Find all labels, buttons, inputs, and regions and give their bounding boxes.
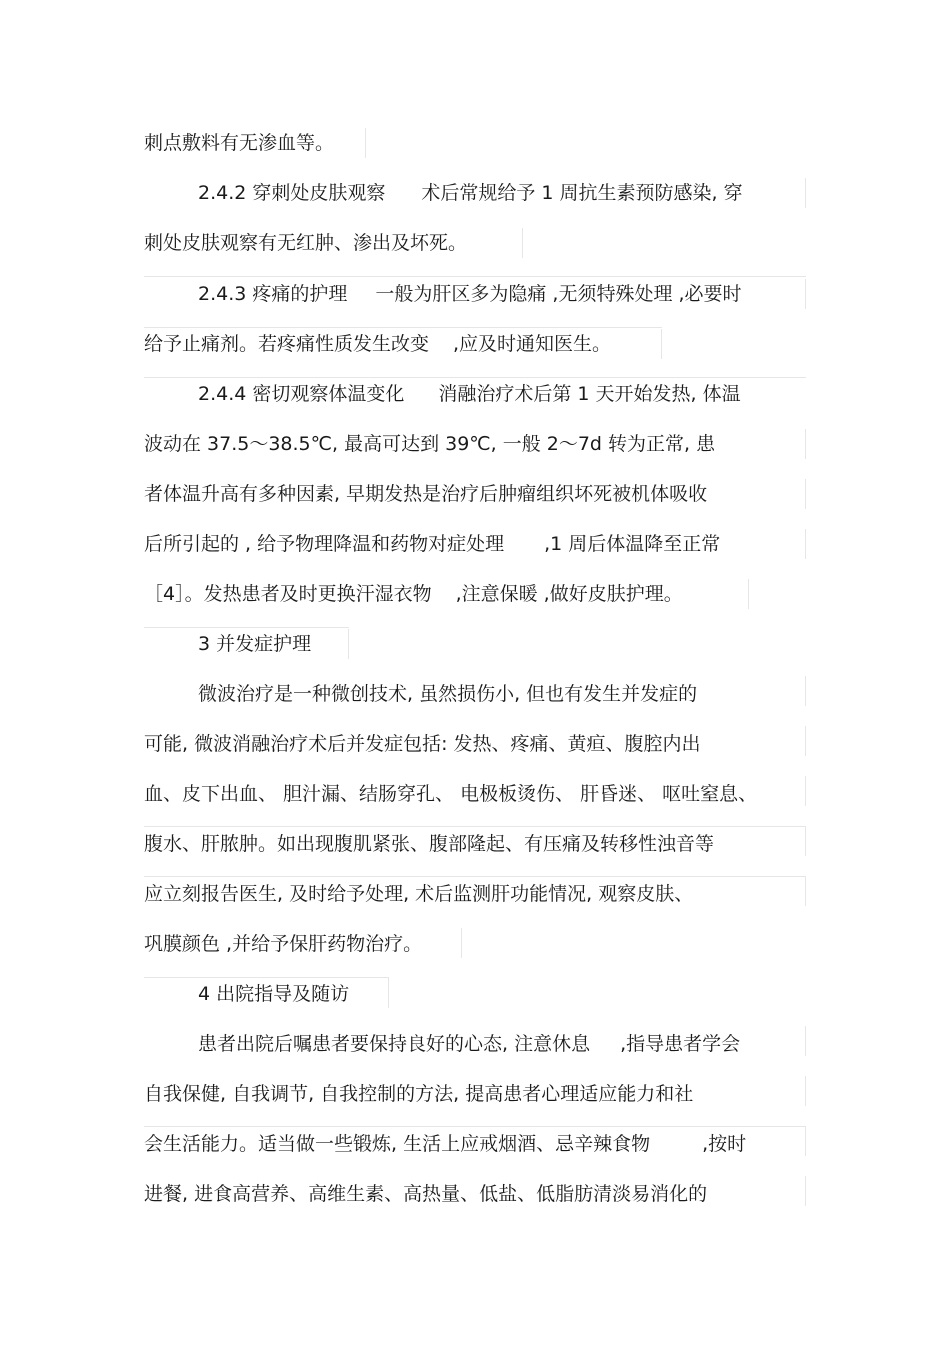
text-line <box>144 732 701 756</box>
text-segment: 巩膜颜色 ,并给予保肝药物治疗。 <box>144 933 423 955</box>
divider <box>805 1076 806 1106</box>
text-line <box>144 231 467 255</box>
divider <box>144 377 806 378</box>
divider <box>805 726 806 756</box>
divider <box>144 327 662 328</box>
text-segment: ,1 周后体温降至正常 <box>544 533 721 555</box>
text-line <box>144 832 714 856</box>
divider <box>805 479 806 509</box>
section-heading-2-4-3 <box>198 282 742 306</box>
text-line <box>144 782 757 806</box>
text-segment: 者体温升高有多种因素, 早期发热是治疗后肿瘤组织坏死被机体吸收 <box>144 483 708 505</box>
divider <box>805 1126 806 1156</box>
text-line <box>144 131 334 155</box>
text-segment: 4 出院指导及随访 <box>198 983 350 1005</box>
text-line <box>144 1132 746 1156</box>
section-heading-2-4-4 <box>198 382 741 406</box>
text-segment: 波动在 37.5～38.5℃, 最高可达到 39℃, 一般 2～7d 转为正常, 患 <box>144 433 716 455</box>
text-line <box>144 582 683 606</box>
text-line <box>144 532 720 556</box>
divider <box>805 676 806 706</box>
text-segment: 术后常规给予 1 周抗生素预防感染, 穿 <box>421 182 743 204</box>
text-line <box>144 932 422 956</box>
divider <box>144 276 806 277</box>
divider <box>388 978 389 1008</box>
divider <box>805 876 806 906</box>
text-segment: 可能, 微波消融治疗术后并发症包括: 发热、疼痛、黄疸、腹腔内出 <box>144 733 701 755</box>
text-segment: 3 并发症护理 <box>198 633 312 655</box>
divider <box>805 1176 806 1206</box>
text-segment: 应立刻报告医生, 及时给予处理, 术后监测肝功能情况, 观察皮肤、 <box>144 883 694 905</box>
text-segment: 进餐, 进食高营养、高维生素、高热量、低盐、低脂肪清淡易消化的 <box>144 1183 708 1205</box>
text-segment: 微波治疗是一种微创技术, 虽然损伤小, 但也有发生并发症的 <box>198 683 698 705</box>
section-heading-2-4-2 <box>198 181 743 205</box>
section-heading-4 <box>198 982 349 1006</box>
text-segment: 2.4.2 穿刺处皮肤观察 <box>198 182 386 204</box>
text-segment: 2.4.3 疼痛的护理 <box>198 283 348 305</box>
text-segment: 腹水、肝脓肿。如出现腹肌紧张、腹部隆起、有压痛及转移性浊音等 <box>144 833 715 855</box>
divider <box>805 279 806 309</box>
divider <box>805 429 806 459</box>
text-segment: 刺处皮肤观察有无红肿、渗出及坏死。 <box>144 232 468 254</box>
divider <box>144 826 806 827</box>
text-segment: 一般为肝区多为隐痛 ,无须特殊处理 ,必要时 <box>375 283 742 305</box>
text-segment: ,注意保暖 ,做好皮肤护理。 <box>455 583 683 605</box>
text-segment: 2.4.4 密切观察体温变化 <box>198 383 405 405</box>
text-line <box>198 682 697 706</box>
divider <box>748 579 749 609</box>
text-segment: 自我保健, 自我调节, 自我控制的方法, 提高患者心理适应能力和社 <box>144 1083 694 1105</box>
divider <box>805 178 806 208</box>
text-segment: ,按时 <box>702 1133 747 1155</box>
divider <box>661 329 662 359</box>
divider <box>348 629 349 659</box>
text-line <box>144 482 707 506</box>
divider <box>805 1026 806 1056</box>
divider <box>805 826 806 856</box>
text-line <box>144 1182 707 1206</box>
text-line <box>144 1082 693 1106</box>
divider <box>522 228 523 258</box>
text-segment: 后所引起的 , 给予物理降温和药物对症处理 <box>144 533 505 555</box>
text-segment: ,指导患者学会 <box>620 1033 741 1055</box>
text-segment: 血、皮下出血、 胆汁漏、结肠穿孔、 电极板烫伤、 肝昏迷、 呕吐窒息、 <box>144 783 758 805</box>
text-segment: 患者出院后嘱患者要保持良好的心态, 注意休息 <box>198 1033 591 1055</box>
text-segment: 给予止痛剂。若疼痛性质发生改变 <box>144 333 430 355</box>
divider <box>144 1126 806 1127</box>
text-segment: ［4］。发热患者及时更换汗湿衣物 <box>144 583 432 605</box>
text-line <box>144 432 715 456</box>
text-line <box>198 1032 740 1056</box>
text-segment: 会生活能力。适当做一些锻炼, 生活上应戒烟酒、忌辛辣食物 <box>144 1133 651 1155</box>
divider <box>365 128 366 158</box>
divider <box>805 529 806 559</box>
text-segment: 消融治疗术后第 1 天开始发热, 体温 <box>438 383 741 405</box>
text-segment: ,应及时通知医生。 <box>453 333 612 355</box>
divider <box>144 977 389 978</box>
text-line <box>144 332 611 356</box>
text-segment: 刺点敷料有无渗血等。 <box>144 132 335 154</box>
divider <box>805 776 806 806</box>
divider <box>144 876 806 877</box>
divider <box>144 627 349 628</box>
section-heading-3 <box>198 632 311 656</box>
text-line <box>144 882 693 906</box>
divider <box>461 928 462 958</box>
